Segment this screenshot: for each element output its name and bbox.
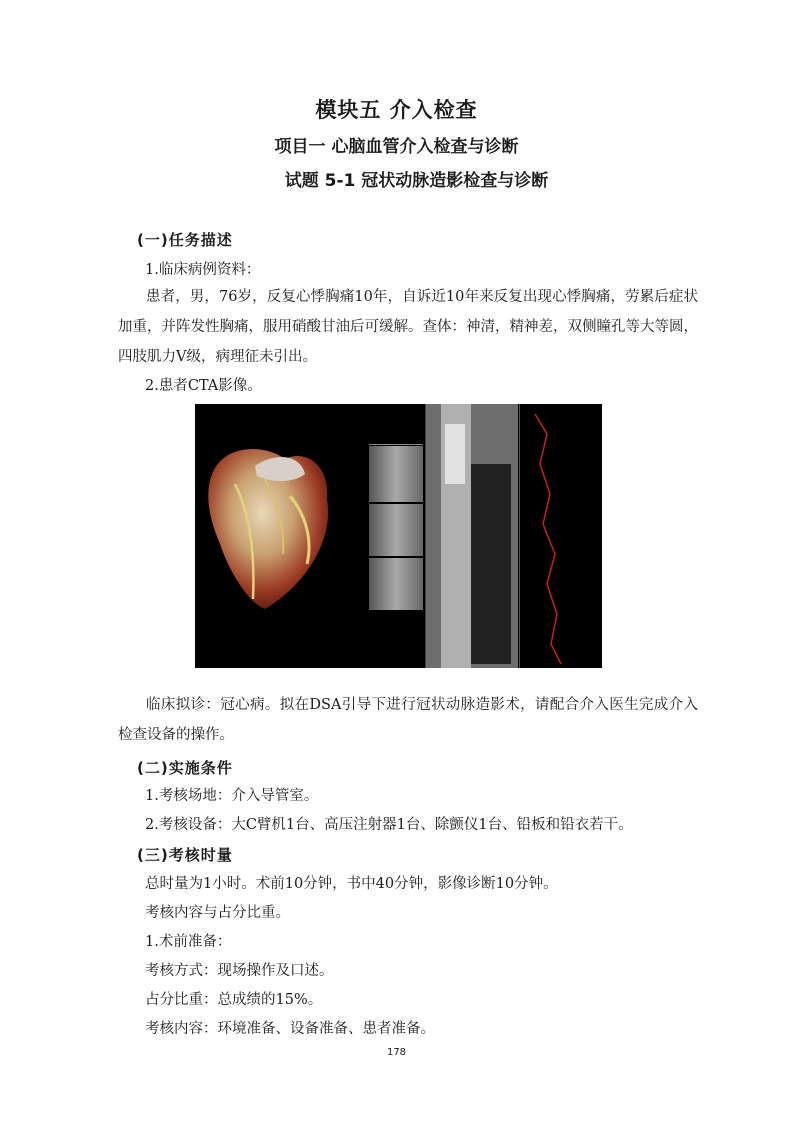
case-data-label: 1.临床病例资料： xyxy=(145,262,261,278)
score-weight: 占分比重：总成绩的15%。 xyxy=(145,992,323,1008)
total-duration: 总时量为1小时。术前10分钟，书中40分钟，影像诊断10分钟。 xyxy=(145,876,558,892)
project-title: 项目一 心脑血管介入检查与诊断 xyxy=(274,137,519,157)
exam-equipment: 2.考核设备：大C臂机1台、高压注射器1台、除颤仪1台、铅板和铅衣若干。 xyxy=(145,817,633,833)
case-paragraph: 患者，男，76岁，反复心悸胸痛10年，自诉近10年来反复出现心悸胸痛，劳累后症状加重，并阵发性胸痛，服用硝酸甘油后可缓解。查体：神清，精神差，双侧瞳孔等大等圆，四肢肌力V级，病理征未引出。 xyxy=(118,289,698,365)
cta-image-figure xyxy=(195,404,602,668)
section-heading-conditions: (二)实施条件 xyxy=(137,759,233,777)
exam-method: 考核方式：现场操作及口述。 xyxy=(145,963,334,979)
diagnosis-paragraph: 临床拟诊：冠心病。拟在DSA引导下进行冠状动脉造影术，请配合介入医生完成介入检查设备的操作。 xyxy=(118,697,698,743)
exam-venue: 1.考核场地：介入导管室。 xyxy=(145,788,319,804)
content-weight: 考核内容与占分比重。 xyxy=(145,905,290,921)
section-heading-task: (一)任务描述 xyxy=(137,231,233,249)
exam-content: 考核内容：环境准备、设备准备、患者准备。 xyxy=(145,1021,435,1037)
module-title: 模块五 介入检查 xyxy=(315,98,478,122)
page-number: 178 xyxy=(386,1047,407,1058)
cta-image xyxy=(195,404,602,668)
question-title: 试题 5-1 冠状动脉造影检查与诊断 xyxy=(284,171,549,191)
preop-preparation: 1.术前准备： xyxy=(145,934,232,950)
cta-image-label: 2.患者CTA影像。 xyxy=(145,378,262,394)
section-heading-duration: (三)考核时量 xyxy=(137,846,233,864)
